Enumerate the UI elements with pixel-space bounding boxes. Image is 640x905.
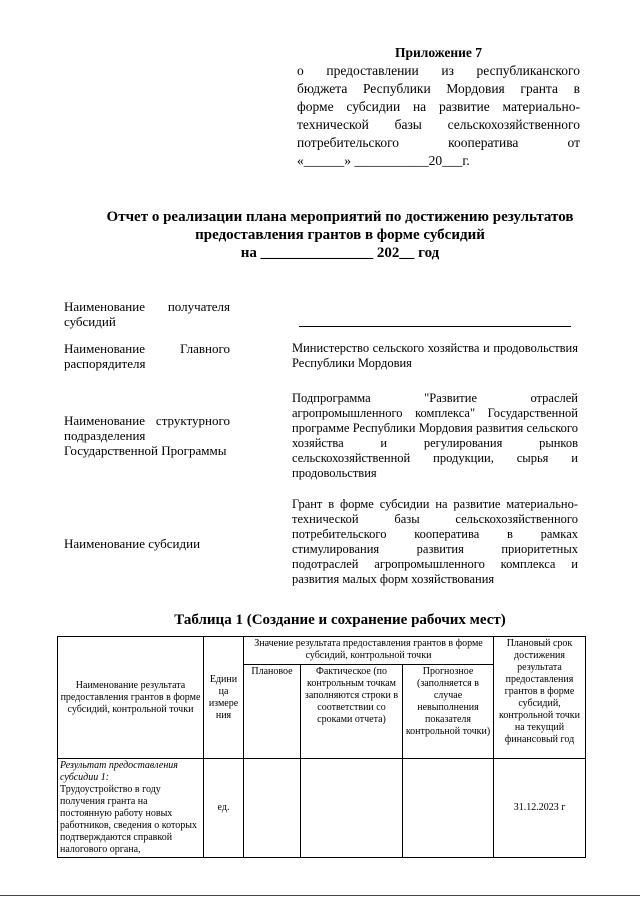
header-name: Наименование результата предоставления грантов в форме субсидий, контрольной точки bbox=[58, 637, 204, 759]
appendix-date-line: «______» ___________20___г. bbox=[297, 153, 470, 168]
appendix-line: технической базы сельскохозяйственного bbox=[297, 117, 580, 132]
structural-value: Подпрограмма "Развитие отраслей агропромышленного комплекса" Государственной программе Республики Мордовия развития сельского хозяйства и регулирования рынков сельскохозяйственной продукции, сырья и продовольствия bbox=[292, 391, 578, 480]
table-caption: Таблица 1 (Создание и сохранение рабочих мест) bbox=[174, 612, 506, 628]
appendix-line: форме субсидии на развитие материально- bbox=[297, 99, 580, 114]
report-title-line3: на _______________ 202__ год bbox=[240, 245, 440, 261]
structural-label: Наименование структурного подразделения Государственной Программы bbox=[64, 413, 230, 458]
row-deadline: 31.12.2023 г bbox=[494, 759, 586, 858]
appendix-block bbox=[297, 44, 580, 170]
header-planned: Плановое bbox=[244, 665, 301, 759]
appendix-line: потребительского кооператива от bbox=[297, 135, 580, 150]
page-bottom-divider bbox=[0, 895, 640, 896]
row-result-title: Результат предоставления субсидии 1: bbox=[60, 760, 178, 783]
subsidy-value: Грант в форме субсидии на развитие материально-технической базы сельскохозяйственного потребительского кооператива в рамках стимулирования развития приоритетных подотраслей агропромышленного комплекса и развития малых форм хозяйствования bbox=[292, 497, 578, 586]
header-value-group: Значение результата предоставления грантов в форме субсидий, контрольной точки bbox=[244, 637, 494, 665]
appendix-line: о предоставлении из республиканского bbox=[297, 63, 580, 78]
recipient-underline bbox=[299, 326, 571, 327]
manager-label: Наименование Главного распорядителя bbox=[64, 341, 230, 371]
row-actual bbox=[301, 759, 403, 858]
row-forecast bbox=[403, 759, 494, 858]
header-unit: Едини ца измере ния bbox=[204, 637, 244, 759]
row-result-cell bbox=[58, 759, 204, 858]
header-actual: Фактическое (по контрольным точкам заполняются строки в соответствии со сроками отчета) bbox=[301, 665, 403, 759]
row-planned bbox=[244, 759, 301, 858]
report-title-line1: Отчет о реализации плана мероприятий по достижению результатов bbox=[106, 209, 574, 225]
recipient-label: Наименование получателя субсидий bbox=[64, 299, 230, 329]
header-forecast: Прогнозное (заполняется в случае невыполнения показателя контрольной точки) bbox=[403, 665, 494, 759]
subsidy-label: Наименование субсидии bbox=[64, 536, 201, 551]
manager-value: Министерство сельского хозяйства и продовольствия Республики Мордовия bbox=[292, 341, 578, 370]
row-result-text: Трудоустройство в году получения гранта на постоянную работу новых работников, сведения о которых подтверждаются справкой налогового органа, bbox=[60, 784, 197, 855]
results-table bbox=[57, 636, 586, 858]
appendix-heading: Приложение 7 bbox=[394, 45, 483, 60]
report-title bbox=[60, 208, 620, 262]
appendix-line: бюджета Республики Мордовия гранта в bbox=[297, 81, 580, 96]
table-row bbox=[58, 759, 586, 858]
header-deadline: Плановый срок достижения результата предоставления грантов в форме субсидий, контрольной точки на текущий финансовый год bbox=[494, 637, 586, 759]
row-unit: ед. bbox=[204, 759, 244, 858]
report-title-line2: предоставления грантов в форме субсидий bbox=[195, 227, 485, 243]
